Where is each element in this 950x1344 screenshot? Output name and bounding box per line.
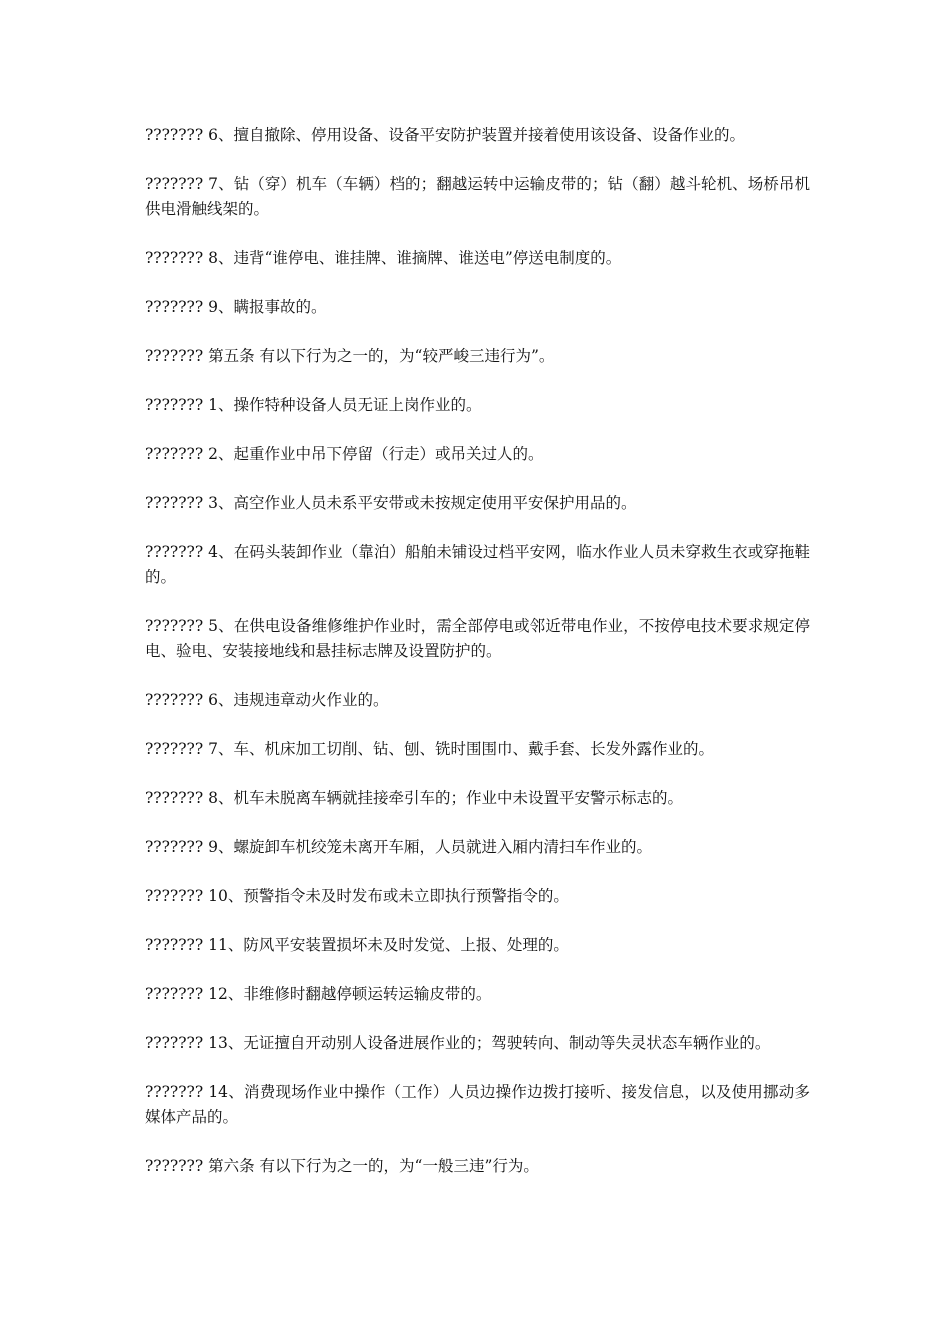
paragraph-article-5-heading: ??????? 第五条 有以下行为之一的，为“较严峻三违行为”。: [145, 347, 555, 365]
paragraph-rule-7: ??????? 7、钻（穿）机车（车辆）档的；翻越运转中运输皮带的；钻（翻）越斗轮机、场桥吊机供电滑触线架的。: [145, 175, 810, 218]
paragraph-serious-12: ??????? 12、非维修时翻越停顿运转运输皮带的。: [145, 985, 492, 1003]
paragraph-serious-1: ??????? 1、操作特种设备人员无证上岗作业的。: [145, 396, 482, 414]
paragraph-serious-3: ??????? 3、高空作业人员未系平安带或未按规定使用平安保护用品的。: [145, 494, 637, 512]
paragraph-serious-11: ??????? 11、防风平安装置损坏未及时发觉、上报、处理的。: [145, 936, 569, 954]
document-body: [145, 123, 810, 1203]
paragraph-serious-9: ??????? 9、螺旋卸车机绞笼未离开车厢，人员就进入厢内清扫车作业的。: [145, 838, 652, 856]
paragraph-serious-2: ??????? 2、起重作业中吊下停留（行走）或吊关过人的。: [145, 445, 544, 463]
paragraph-serious-13: ??????? 13、无证擅自开动别人设备进展作业的；驾驶转向、制动等失灵状态车辆作业的。: [145, 1034, 771, 1052]
paragraph-rule-8: ??????? 8、违背“谁停电、谁挂牌、谁摘牌、谁送电”停送电制度的。: [145, 249, 622, 267]
paragraph-serious-7: ??????? 7、车、机床加工切削、钻、刨、铣时围围巾、戴手套、长发外露作业的。: [145, 740, 714, 758]
paragraph-article-6-heading: ??????? 第六条 有以下行为之一的，为“一般三违”行为。: [145, 1157, 539, 1175]
paragraph-serious-14: ??????? 14、消费现场作业中操作（工作）人员边操作边拨打接听、接发信息，以及使用挪动多媒体产品的。: [145, 1083, 810, 1126]
paragraph-serious-4: ??????? 4、在码头装卸作业（靠泊）船舶未铺设过档平安网，临水作业人员未穿救生衣或穿拖鞋的。: [145, 543, 810, 586]
paragraph-serious-8: ??????? 8、机车未脱离车辆就挂接牵引车的；作业中未设置平安警示标志的。: [145, 789, 683, 807]
paragraph-rule-6: ??????? 6、擅自撤除、停用设备、设备平安防护装置并接着使用该设备、设备作业的。: [145, 126, 745, 144]
paragraph-serious-5: ??????? 5、在供电设备维修维护作业时，需全部停电或邻近带电作业，不按停电技术要求规定停电、验电、安装接地线和悬挂标志牌及设置防护的。: [145, 617, 810, 660]
paragraph-serious-6: ??????? 6、违规违章动火作业的。: [145, 691, 389, 709]
paragraph-rule-9: ??????? 9、瞒报事故的。: [145, 298, 327, 316]
paragraph-serious-10: ??????? 10、预警指令未及时发布或未立即执行预警指令的。: [145, 887, 569, 905]
